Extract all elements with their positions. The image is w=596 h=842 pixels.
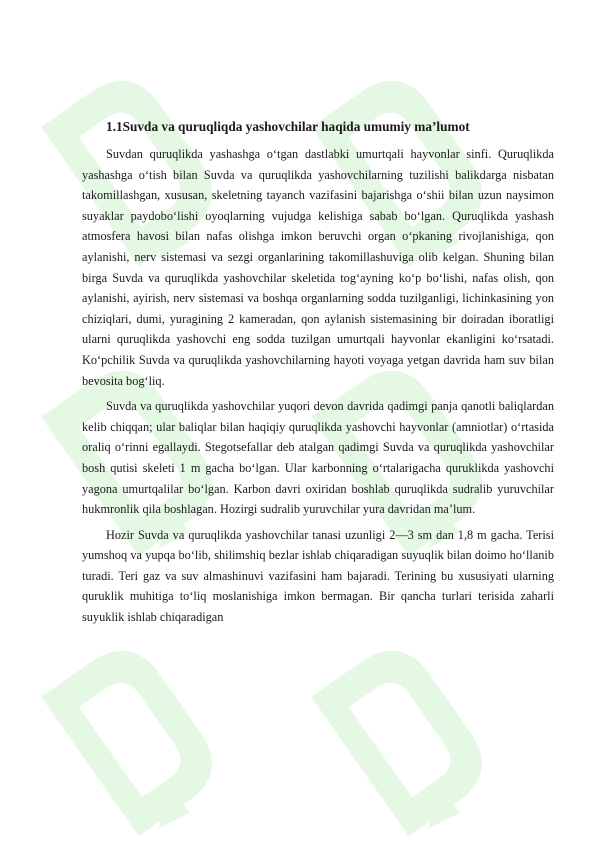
paragraph: Hozir Suvda va quruqlikda yashovchilar tanasi uzunligi 2—3 sm dan 1,8 m gacha. Terisi yumshoq va yupqa bo‘lib, shilimshiq bezlar ishlab chiqaradigan suyuqlik bilan doimo ho‘llanib turadi. Teri gaz va suv almashinuvi vazifasini ham bajaradi. Terining bu xususiyati ularning quruklik muhitiga to‘liq moslanishiga imkon bermagan. Bir qancha turlari terisida zaharli suyuklik ishlab chiqaradigan (82, 527, 554, 625)
section-heading: 1.1Suvda va quruqliqda yashovchilar haqida umumiy ma’lumot (106, 119, 470, 134)
paragraph: Suvda va quruqlikda yashovchilar yuqori devon davrida qadimgi panja qanotli baliqlardan kelib chiqqan; ular baliqlar bilan haqiqiy quruqlikda yashovchi hayvonlar (amniotlar) o‘rtasida oraliq o‘rinni egallaydi. Stegotsefallar deb atalgan qadimgi Suvda va quruqlikda yashovchilar bosh qutisi skeleti 1 m gacha bo‘lgan. Ular karbonning o‘rtalarigacha quruklikda yashovchi yagona umurtqalilar bo‘lgan. Karbon davri oxiridan boshlab quruqlikda sudralib yuruvchilar hukmronlik qila boshlagan. Hozirgi sudralib yuruvchilar yura davridan ma’lum. (82, 399, 554, 517)
watermark-stamp (19, 614, 251, 842)
paragraph: Suvdan quruqlikda yashashga o‘tgan dastlabki umurtqali hayvonlar sinfi. Quruqlikda yashashga o‘tish bilan Suvda va quruqlikda yashovchilarning tuzilishi balikdarga nisbatan takomillashgan, xususan, skeletning tayanch vazifasini bajarishga o‘shii bilan uzun naysimon suyaklar paydobo‘lishi oyoqlarning vujudga kelishiga sabab bo‘lgan. Quruqlikda yashash atmosfera havosi bilan nafas olishga imkon beruvchi organ o‘pkaning rivojlanishiga, qon aylanishi, nerv sistemasi va sezgi organlarining takomillashuviga olib kelgan. Shuning bilan birga Suvda va quruqlikda yashovchilar skeletida tog‘ayning ko‘p bo‘lishi, nafas olish, qon aylanishi, ayirish, nerv sistemasi va boshqa organlarning sodda tuzilganligi, lichinkasining yon chiziqlari, dumi, yuragining 2 kameradan, qon aylanish sistemasining bir doiradan iboratligi ularni quruqlikda yashovchi eng sodda tuzilgan umurtqali hayvonlar ekanligini ko‘rsatadi. Ko‘pchilik Suvda va quruqlikda yashovchilarning hayoti voyaga yetgan davrida ham suv bilan bevosita bog‘liq. (82, 147, 554, 388)
watermark-stamp (289, 614, 521, 842)
document-page (82, 118, 554, 633)
